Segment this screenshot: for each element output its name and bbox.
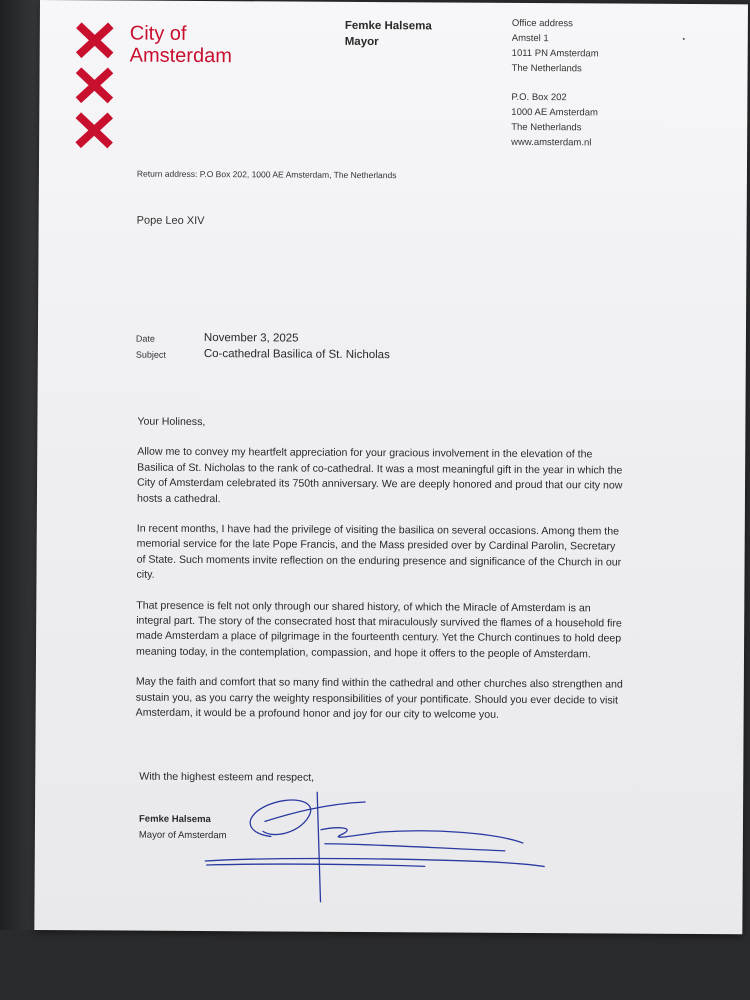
office-address (512, 16, 599, 77)
office-address-line: Amstel 1 (511, 32, 549, 45)
logo-line-2: Amsterdam (129, 44, 232, 68)
office-address-heading: Office address (511, 17, 573, 30)
city-crosses-logo (73, 20, 116, 150)
body-paragraph: May the faith and comfort that so many find within the cathedral and other churches also strengthen and sustain you, as you carry the weighty responsibilities of your pontificate. Should you ever decide to visit Amsterdam, it would be a profound honor and joy for our city to welcome you. (135, 675, 623, 721)
sender-block (345, 18, 432, 51)
body-paragraph: That presence is felt not only through our shared history, of which the Miracle of Amsterdam is an integral part. The story of the consecrated host that miraculously survived the flames of a household fire made Amsterdam a place of pilgrimage in the fourteenth century. Yet the Church continues to hold deep meaning today, in the contemplation, compassion, and hope it offers to the people of Amsterdam. (135, 599, 622, 661)
date-value: November 3, 2025 (203, 332, 299, 345)
logo-line-1: City of (129, 22, 187, 45)
office-address-line: The Netherlands (511, 62, 582, 75)
website-link[interactable]: www.amsterdam.nl (511, 136, 592, 149)
signatory-name: Femke Halsema (138, 813, 211, 826)
recipient: Pope Leo XIV (136, 214, 205, 228)
letter-page (34, 0, 748, 934)
body-paragraph: In recent months, I have had the privilege of visiting the basilica on several occasions. Among them the memorial service for the late Pope Francis, and the Mass presided over by Cardinal Parolin, Secretary of State. Such moments invite reflection on the enduring presence and significance of the Church in our city. (136, 522, 622, 581)
date-label: Date (135, 333, 155, 344)
background-bottom (0, 930, 750, 1000)
signatory-title: Mayor of Amsterdam (138, 829, 227, 842)
postal-address (511, 90, 598, 151)
sender-name: Femke Halsema (344, 19, 432, 33)
paper-speck (683, 38, 685, 40)
body-paragraph: Allow me to convey my heartfelt appreciation for your gracious involvement in the elevation of the Basilica of St. Nicholas to the rank of co-cathedral. It was a most meaningful gift in the year in which the City of Amsterdam celebrated its 750th anniversary. We are deeply honored and proud that our city now hosts a cathedral. (136, 446, 623, 505)
closing: With the highest esteem and respect, (139, 770, 315, 784)
salutation: Your Holiness, (137, 415, 206, 429)
sender-title: Mayor (344, 35, 379, 49)
letter-body (136, 415, 628, 739)
postal-address-line: 1000 AE Amsterdam (511, 106, 598, 119)
postal-address-line: P.O. Box 202 (511, 91, 567, 104)
postal-address-line: The Netherlands (511, 121, 582, 134)
office-address-line: 1011 PN Amsterdam (511, 47, 599, 60)
subject-label: Subject (135, 349, 166, 360)
city-name-logo (130, 23, 233, 68)
subject-value: Co-cathedral Basilica of St. Nicholas (203, 348, 390, 362)
return-address: Return address: P.O Box 202, 1000 AE Amsterdam, The Netherlands (136, 168, 397, 181)
handwritten-signature (204, 791, 545, 913)
